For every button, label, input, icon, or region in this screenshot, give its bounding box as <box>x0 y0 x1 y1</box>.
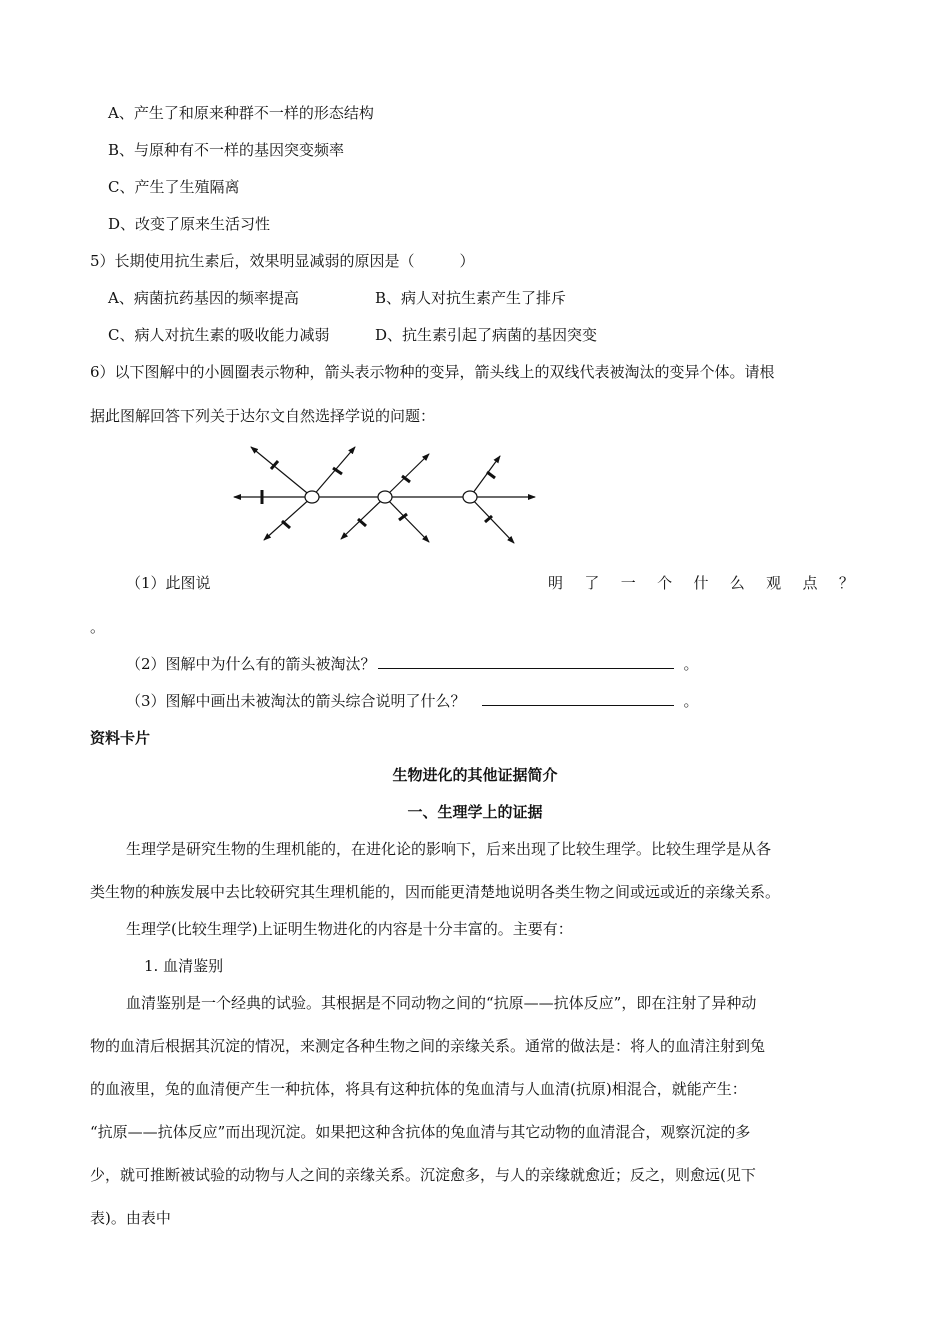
diagram-elim-mark <box>487 472 495 478</box>
q6-sub2-answer-blank[interactable] <box>378 652 674 669</box>
q6-sub3-answer-blank[interactable] <box>482 689 674 706</box>
q6-sub2-end: 。 <box>683 655 699 673</box>
q6-sub1-char: 了 <box>584 574 600 592</box>
q6-sub2-text: （2）图解中为什么有的箭头被淘汰？ <box>126 655 376 673</box>
diagram-elim-mark <box>282 521 290 528</box>
q4-option-c: C、产生了生殖隔离 <box>108 178 240 196</box>
q6-sub1-char: 什 <box>693 574 709 592</box>
diagram-species-node <box>305 491 319 503</box>
q6-sub1-tail: 。 <box>90 618 106 636</box>
p2: 生理学(比较生理学)上证明生物进化的内容是十分丰富的。主要有： <box>126 920 573 938</box>
q6-sub1-char: 个 <box>657 574 673 592</box>
p3-line6: 表)。由表中 <box>90 1209 171 1227</box>
p3-line4: “抗原——抗体反应”而出现沉淀。如果把这种含抗体的兔血清与其它动物的血清混合，观察沉淀的多 <box>90 1123 751 1141</box>
q6-sub1-char: 么 <box>729 574 745 592</box>
q6-sub3-end: 。 <box>683 692 699 710</box>
q6-sub1-char: 一 <box>620 574 636 592</box>
card-label: 资料卡片 <box>90 729 151 747</box>
q6-stem-line1: 6）以下图解中的小圆圈表示物种，箭头表示物种的变异，箭头线上的双线代表被淘汰的变异个体。请根 <box>90 363 775 381</box>
diagram-species-node <box>378 491 392 503</box>
q5-option-b: B、病人对抗生素产生了排斥 <box>375 289 567 307</box>
diagram-arrow <box>385 497 429 542</box>
diagram-species-node <box>463 491 477 503</box>
q6-sub3 <box>126 689 699 712</box>
q6-sub2 <box>126 652 699 675</box>
diagram-arrow <box>470 456 500 497</box>
section-title: 一、生理学上的证据 <box>407 803 543 821</box>
q6-sub3-text: （3）图解中画出未被淘汰的箭头综合说明了什么？ <box>126 692 466 710</box>
diagram-arrow <box>312 447 355 497</box>
q4-option-d: D、改变了原来生活习性 <box>108 215 271 233</box>
q6-stem-line2: 据此图解回答下列关于达尔文自然选择学说的问题： <box>90 407 436 425</box>
q6-sub1-right <box>548 572 854 594</box>
p3-line2: 物的血清后根据其沉淀的情况，来测定各种生物之间的亲缘关系。通常的做法是：将人的血清注射到兔 <box>90 1037 766 1055</box>
q4-option-b: B、与原种有不一样的基因突变频率 <box>108 141 345 159</box>
p3-line5: 少，就可推断被试验的动物与人之间的亲缘关系。沉淀愈多，与人的亲缘就愈近；反之，则愈远(见下 <box>90 1166 756 1184</box>
q6-sub1-char: 点 <box>802 574 818 592</box>
q5-option-a: A、病菌抗药基因的频率提高 <box>108 289 299 307</box>
q4-option-a: A、产生了和原来种群不一样的形态结构 <box>108 104 374 122</box>
diagram-arrow <box>341 497 385 539</box>
p3-line3: 的血液里，兔的血清便产生一种抗体，将具有这种抗体的兔血清与人血清(抗原)相混合，就能产生： <box>90 1080 747 1098</box>
evolution-diagram <box>0 436 950 556</box>
p3-line1: 血清鉴别是一个经典的试验。其根据是不同动物之间的“抗原——抗体反应”，即在注射了异种动 <box>126 994 757 1012</box>
q6-sub1-char: 观 <box>766 574 782 592</box>
p1-line2: 类生物的种族发展中去比较研究其生理机能的，因而能更清楚地说明各类生物之间或远或近的亲缘关系。 <box>90 883 781 901</box>
article-title: 生物进化的其他证据简介 <box>392 766 558 784</box>
q6-sub1-left: （1）此图说 <box>126 574 211 592</box>
item1-heading: 1. 血清鉴别 <box>144 957 224 975</box>
q5-stem: 5）长期使用抗生素后，效果明显减弱的原因是（ ） <box>90 252 475 270</box>
diagram-arrow <box>264 497 312 540</box>
p1-line1: 生理学是研究生物的生理机能的，在进化论的影响下，后来出现了比较生理学。比较生理学是从各 <box>126 840 772 858</box>
diagram-elim-mark <box>358 519 366 526</box>
diagram-arrow <box>251 447 312 497</box>
diagram-arrow <box>385 454 429 497</box>
q5-option-c: C、病人对抗生素的吸收能力减弱 <box>108 326 330 344</box>
q5-option-d: D、抗生素引起了病菌的基因突变 <box>375 326 598 344</box>
diagram-arrow <box>470 497 514 543</box>
q6-sub1-char: ？ <box>838 574 854 592</box>
q6-sub1-char: 明 <box>548 574 564 592</box>
